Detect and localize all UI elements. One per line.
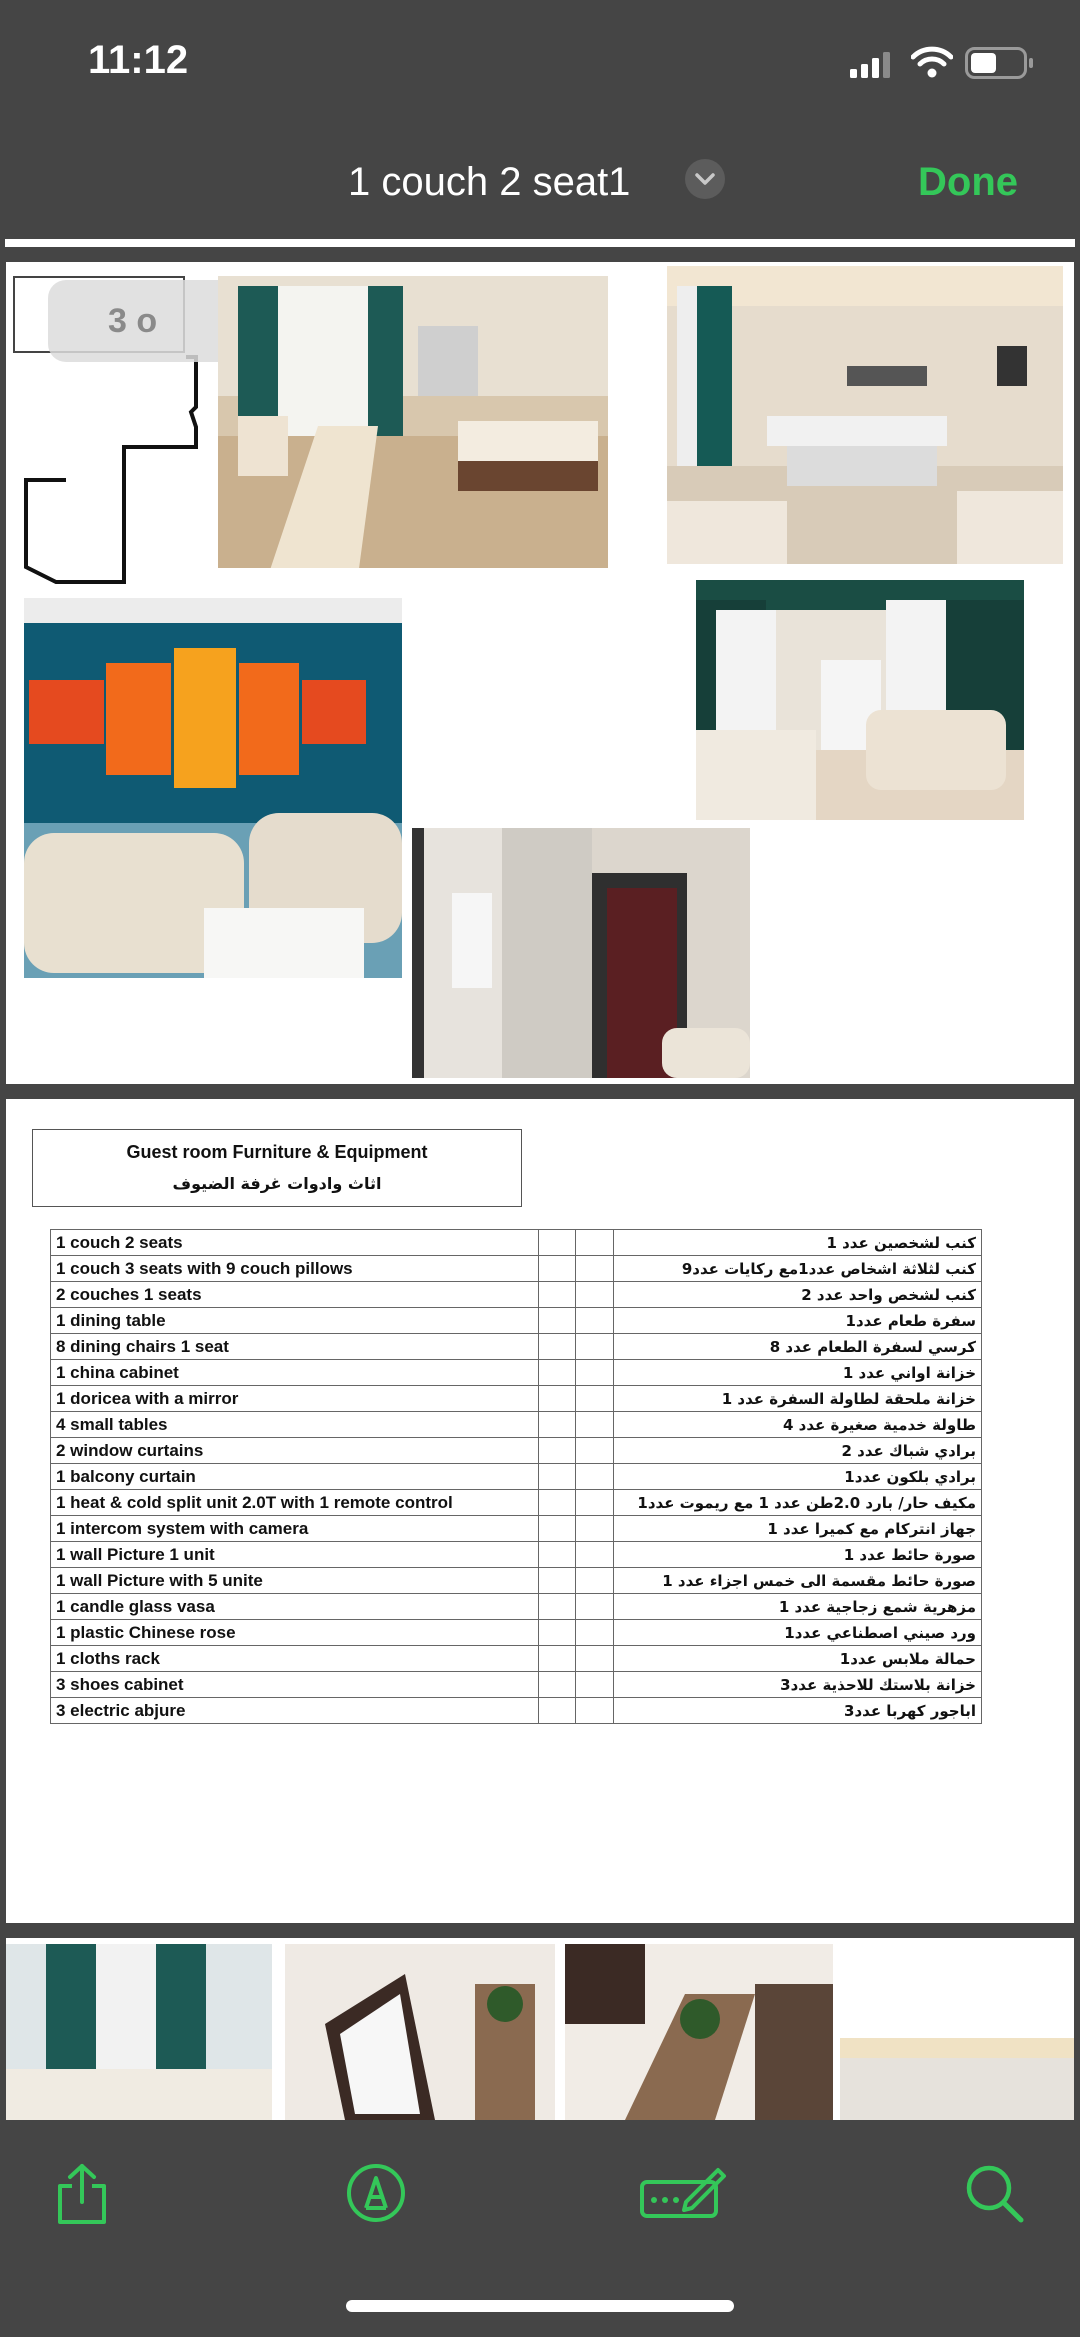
photo-ceiling-light	[840, 2038, 1074, 2120]
inventory-title-ar: اثاث وادوات غرفة الضيوف	[172, 1174, 382, 1193]
item-arabic: كرسي لسفرة الطعام عدد 8	[613, 1334, 981, 1360]
empty-cell	[576, 1698, 614, 1724]
empty-cell	[538, 1672, 576, 1698]
empty-cell	[538, 1490, 576, 1516]
empty-cell	[538, 1360, 576, 1386]
table-row	[51, 1282, 982, 1308]
empty-cell	[538, 1646, 576, 1672]
empty-cell	[538, 1516, 576, 1542]
item-english: 1 cloths rack	[51, 1646, 539, 1672]
empty-cell	[538, 1542, 576, 1568]
table-row	[51, 1386, 982, 1412]
table-row	[51, 1412, 982, 1438]
empty-cell	[576, 1620, 614, 1646]
table-row	[51, 1256, 982, 1282]
empty-cell	[576, 1412, 614, 1438]
empty-cell	[576, 1386, 614, 1412]
item-arabic: كنب لشخصين عدد 1	[613, 1230, 981, 1256]
markup-icon[interactable]	[345, 2162, 407, 2224]
item-english: 1 intercom system with camera	[51, 1516, 539, 1542]
item-arabic: برادي شباك عدد 2	[613, 1438, 981, 1464]
inventory-header	[32, 1129, 522, 1207]
item-arabic: سفرة طعام عدد1	[613, 1308, 981, 1334]
item-english: 2 window curtains	[51, 1438, 539, 1464]
item-arabic: ورد صيني اصطناعي عدد1	[613, 1620, 981, 1646]
table-row	[51, 1490, 982, 1516]
empty-cell	[538, 1698, 576, 1724]
share-icon[interactable]	[52, 2162, 112, 2226]
table-row	[51, 1594, 982, 1620]
item-english: 1 wall Picture 1 unit	[51, 1542, 539, 1568]
inventory-title-en: Guest room Furniture & Equipment	[126, 1142, 428, 1162]
item-arabic: اباجور كهربا عدد3	[613, 1698, 981, 1724]
title-menu-button[interactable]	[685, 159, 725, 199]
empty-cell	[538, 1438, 576, 1464]
empty-cell	[538, 1334, 576, 1360]
pdf-page-inventory[interactable]	[6, 1099, 1074, 1923]
table-row	[51, 1516, 982, 1542]
table-row	[51, 1438, 982, 1464]
empty-cell	[576, 1568, 614, 1594]
pdf-page-photos-1[interactable]	[6, 262, 1074, 1084]
bottom-toolbar	[0, 2120, 1080, 2337]
photo-dining-curtain	[6, 1944, 272, 2120]
empty-cell	[576, 1542, 614, 1568]
photo-orchid-sideboard	[565, 1944, 833, 2120]
empty-cell	[538, 1594, 576, 1620]
table-row	[51, 1620, 982, 1646]
empty-cell	[538, 1620, 576, 1646]
item-arabic: مكيف حار/ بارد 2.0طن عدد 1 مع ريموت عدد1	[613, 1490, 981, 1516]
item-english: 1 doricea with a mirror	[51, 1386, 539, 1412]
empty-cell	[538, 1282, 576, 1308]
photo-living-room	[667, 266, 1063, 564]
item-english: 3 electric abjure	[51, 1698, 539, 1724]
empty-cell	[576, 1256, 614, 1282]
navigation-bar	[0, 130, 1080, 240]
photo-lounge-curtains	[696, 580, 1024, 820]
item-english: 1 wall Picture with 5 unite	[51, 1568, 539, 1594]
empty-cell	[576, 1230, 614, 1256]
status-bar	[0, 0, 1080, 130]
table-row	[51, 1568, 982, 1594]
empty-cell	[576, 1282, 614, 1308]
table-row	[51, 1230, 982, 1256]
empty-cell	[576, 1334, 614, 1360]
status-time: 11:12	[88, 38, 189, 82]
item-english: 1 heat & cold split unit 2.0T with 1 remote control	[51, 1490, 539, 1516]
photo-dining-room	[218, 276, 608, 568]
empty-cell	[538, 1256, 576, 1282]
item-english: 3 shoes cabinet	[51, 1672, 539, 1698]
signature-icon[interactable]	[638, 2162, 728, 2226]
home-indicator	[346, 2300, 734, 2312]
pdf-page-photos-2[interactable]	[6, 1938, 1074, 2120]
item-english: 1 couch 3 seats with 9 couch pillows	[51, 1256, 539, 1282]
table-row	[51, 1542, 982, 1568]
empty-cell	[538, 1464, 576, 1490]
page-indicator-thumbnail: 3 o	[48, 280, 318, 362]
item-arabic: خزانة بلاستك للاحذية عدد3	[613, 1672, 981, 1698]
empty-cell	[538, 1308, 576, 1334]
cellular-signal-icon	[850, 52, 890, 78]
empty-cell	[576, 1464, 614, 1490]
empty-cell	[576, 1360, 614, 1386]
item-english: 8 dining chairs 1 seat	[51, 1334, 539, 1360]
table-row	[51, 1308, 982, 1334]
item-arabic: حمالة ملابس عدد1	[613, 1646, 981, 1672]
empty-cell	[576, 1672, 614, 1698]
empty-cell	[576, 1646, 614, 1672]
empty-cell	[576, 1594, 614, 1620]
empty-cell	[576, 1308, 614, 1334]
empty-cell	[538, 1412, 576, 1438]
photo-entrance-door	[412, 828, 750, 1078]
photo-sideboard-runner	[285, 1944, 555, 2120]
item-arabic: كنب لثلاثة اشخاص عدد1مع ركايات عدد9	[613, 1256, 981, 1282]
item-arabic: طاولة خدمية صغيرة عدد 4	[613, 1412, 981, 1438]
item-english: 4 small tables	[51, 1412, 539, 1438]
item-arabic: صورة حائط مقسمة الى خمس اجزاء عدد 1	[613, 1568, 981, 1594]
done-button[interactable]: Done	[918, 160, 1018, 204]
table-row	[51, 1360, 982, 1386]
item-arabic: برادي بلكون عدد1	[613, 1464, 981, 1490]
photo-sunset-wall-art	[24, 598, 402, 978]
empty-cell	[576, 1516, 614, 1542]
chevron-down-icon	[685, 159, 725, 199]
inventory-table	[50, 1229, 982, 1724]
item-english: 1 plastic Chinese rose	[51, 1620, 539, 1646]
item-arabic: خزانة ملحقة لطاولة السفرة عدد 1	[613, 1386, 981, 1412]
item-arabic: خزانة اواني عدد 1	[613, 1360, 981, 1386]
battery-icon	[965, 47, 1035, 79]
search-icon[interactable]	[963, 2162, 1027, 2226]
item-arabic: كنب لشخص واحد عدد 2	[613, 1282, 981, 1308]
empty-cell	[576, 1438, 614, 1464]
item-english: 1 dining table	[51, 1308, 539, 1334]
table-row	[51, 1464, 982, 1490]
toolbar-divider	[5, 239, 1075, 247]
item-english: 1 candle glass vasa	[51, 1594, 539, 1620]
item-english: 1 china cabinet	[51, 1360, 539, 1386]
table-row	[51, 1672, 982, 1698]
document-title[interactable]: 1 couch 2 seat1	[348, 160, 631, 204]
item-english: 1 couch 2 seats	[51, 1230, 539, 1256]
item-english: 1 balcony curtain	[51, 1464, 539, 1490]
empty-cell	[538, 1386, 576, 1412]
empty-cell	[538, 1230, 576, 1256]
item-arabic: صورة حائط عدد 1	[613, 1542, 981, 1568]
table-row	[51, 1646, 982, 1672]
empty-cell	[538, 1568, 576, 1594]
item-arabic: مزهرية شمع زجاجية عدد 1	[613, 1594, 981, 1620]
wifi-icon	[911, 46, 953, 78]
item-arabic: جهاز انتركام مع كميرا عدد 1	[613, 1516, 981, 1542]
empty-cell	[576, 1490, 614, 1516]
item-english: 2 couches 1 seats	[51, 1282, 539, 1308]
table-row	[51, 1334, 982, 1360]
table-row	[51, 1698, 982, 1724]
